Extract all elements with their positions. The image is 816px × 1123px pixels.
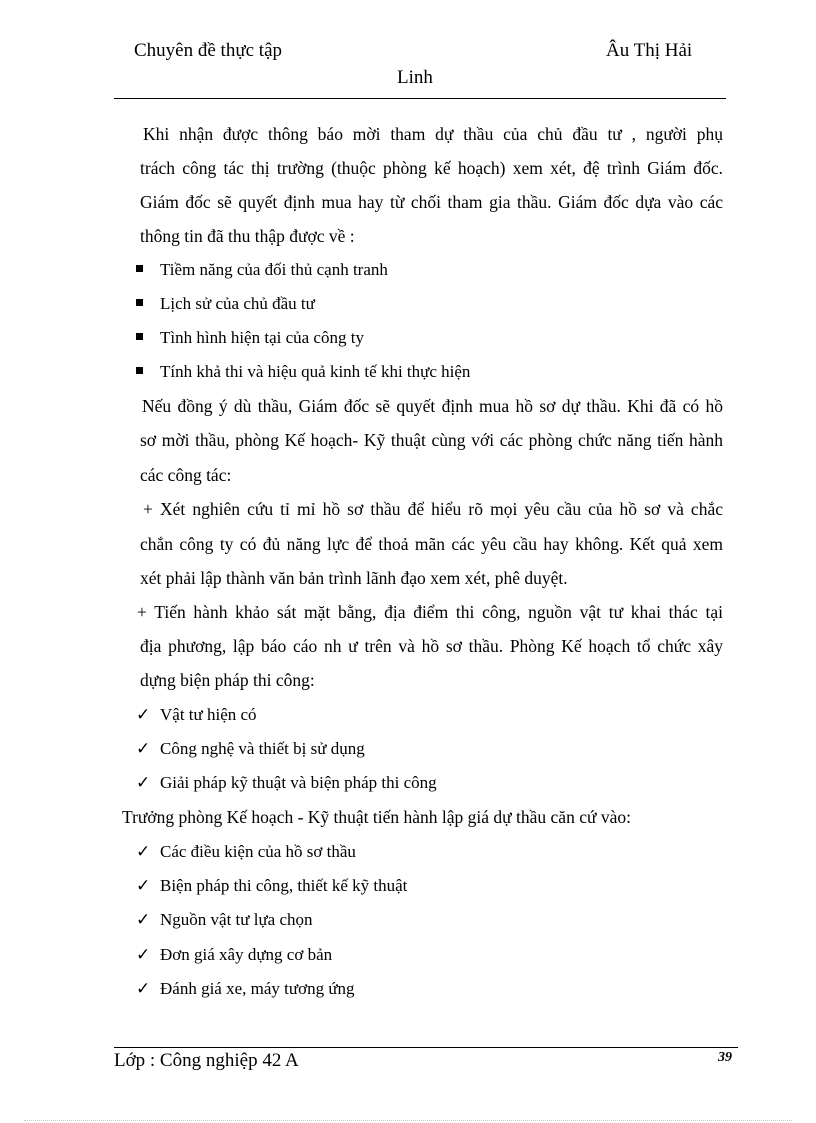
- paragraph-line: dựng biện pháp thi công:: [140, 670, 315, 690]
- header-rule: [114, 98, 726, 99]
- list-item: ✓ Công nghệ và thiết bị sử dụng: [136, 739, 365, 758]
- paragraph-line: xét phải lập thành văn bản trình lãnh đạo xem xét, phê duyệt.: [140, 568, 568, 588]
- list-item: ✓ Đơn giá xây dựng cơ bản: [136, 945, 333, 964]
- checkmark-icon: ✓: [136, 842, 151, 861]
- header-author-continuation: Linh: [397, 67, 433, 88]
- square-bullet-icon: [136, 299, 143, 306]
- header-author: Âu Thị Hải: [606, 40, 693, 61]
- list-item: ✓ Nguồn vật tư lựa chọn: [136, 910, 313, 929]
- paragraph-line: Nếu đồng ý dù thầu, Giám đốc sẽ quyết định mua hồ sơ dự thầu. Khi đã có hồ: [142, 396, 723, 416]
- square-bullet-icon: [136, 333, 143, 340]
- paragraph-line: Trưởng phòng Kế hoạch - Kỹ thuật tiến hành lập giá dự thầu căn cứ vào:: [122, 807, 631, 827]
- paragraph-line: Khi nhận được thông báo mời tham dự thầu của chủ đầu tư , người phụ: [143, 124, 723, 144]
- paragraph-line: Giám đốc sẽ quyết định mua hay từ chối tham gia thầu. Giám đốc dựa vào các: [140, 192, 723, 212]
- paragraph-line: chắn công ty có đủ năng lực để thoả mãn các yêu cầu hay không. Kết quả xem: [140, 534, 723, 554]
- checkmark-icon: ✓: [136, 739, 151, 758]
- list-item: Tiềm năng của đối thủ cạnh tranh: [136, 260, 388, 280]
- list-item: ✓ Biện pháp thi công, thiết kế kỹ thuật: [136, 876, 408, 895]
- footer-class-label: Lớp : Công nghiệp 42 A: [114, 1050, 299, 1071]
- list-item: Tính khả thi và hiệu quả kinh tế khi thực hiện: [136, 362, 470, 382]
- paragraph-line: các công tác:: [140, 465, 232, 485]
- paragraph-line: + Tiến hành khảo sát mặt bằng, địa điểm thi công, nguồn vật tư khai thác tại: [137, 602, 723, 622]
- paragraph-line: sơ mời thầu, phòng Kế hoạch- Kỹ thuật cùng với các phòng chức năng tiến hành: [140, 430, 723, 450]
- page-edge-divider: [24, 1120, 792, 1121]
- list-item: ✓ Vật tư hiện có: [136, 705, 257, 724]
- page-number: 39: [718, 1050, 732, 1065]
- checkmark-icon: ✓: [136, 979, 151, 998]
- list-item: Tình hình hiện tại của công ty: [136, 328, 364, 348]
- paragraph-line: thông tin đã thu thập được về :: [140, 226, 355, 246]
- checkmark-icon: ✓: [136, 876, 151, 895]
- paragraph-line: trách công tác thị trường (thuộc phòng kế hoạch) xem xét, đệ trình Giám đốc.: [140, 158, 723, 178]
- checkmark-icon: ✓: [136, 910, 151, 929]
- list-item: ✓ Các điều kiện của hồ sơ thầu: [136, 842, 356, 861]
- checkmark-icon: ✓: [136, 945, 151, 964]
- footer-rule: [114, 1047, 738, 1048]
- square-bullet-icon: [136, 367, 143, 374]
- square-bullet-icon: [136, 265, 143, 272]
- checkmark-icon: ✓: [136, 705, 151, 724]
- checkmark-icon: ✓: [136, 773, 151, 792]
- header-title: Chuyên đề thực tập: [134, 40, 283, 61]
- paragraph-line: địa phương, lập báo cáo nh ư trên và hồ sơ thầu. Phòng Kế hoạch tổ chức xây: [140, 636, 723, 656]
- list-item: ✓ Giải pháp kỹ thuật và biện pháp thi công: [136, 773, 437, 792]
- paragraph-line: + Xét nghiên cứu tỉ mỉ hồ sơ thầu để hiểu rõ mọi yêu cầu của hồ sơ và chắc: [143, 499, 723, 519]
- list-item: Lịch sử của chủ đầu tư: [136, 294, 315, 314]
- list-item: ✓ Đánh giá xe, máy tương ứng: [136, 979, 355, 998]
